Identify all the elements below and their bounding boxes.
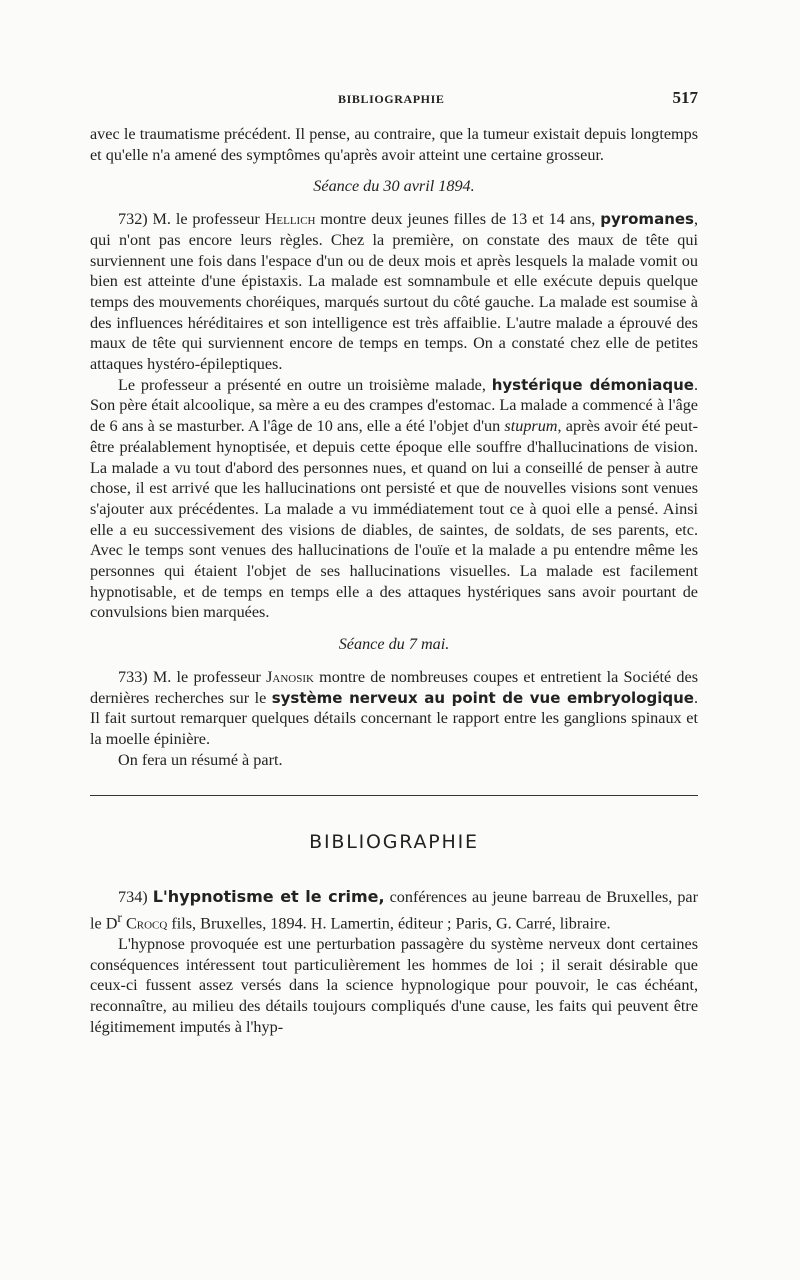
body-text (90, 124, 698, 1037)
session-heading-30-avril: Séance du 30 avril 1894. (313, 177, 475, 196)
section-title: BIBLIOGRAPHIE (309, 831, 479, 854)
book-title: L'hypnotisme et le crime, (152, 887, 385, 907)
paragraph-732-continued: Le professeur a présenté en outre un troisième malade, hystérique démoniaque. Son père était alcoolique, sa mère a eu des crampes d'estomac. La malade a commencé à l'âge de 6 ans à se masturber. A l'âge de 10 ans, elle a été l'objet d'un stuprum, après avoir été peut-être préalablement hynoptisée, et depuis cette époque elle souffre d'hallucinations de vision. La malade a vu tout d'abord des personnes nues, et quand on lui a conseillé de penser à autre chose, il est arrivé que les hallucinations ont persisté et que de nouvelles visions sont venues s'ajouter aux précédentes. La malade a vu immédiatement tout ce à quoi elle a pensé. Ainsi elle a eu successivement des visions de diables, de saintes, de soldats, de ses parents, etc. Avec le temps sont venues des hallucinations de l'ouïe et la malade a pu entendre même les personnes qui étaient l'objet de ses hallucinations visuelles. La malade est facilement hypnotisable, et de temps en temps elle a des attaques hystériques sans avoir pourtant de convulsions bien marquées. (90, 375, 699, 622)
entry-number: 733) (118, 667, 148, 686)
keyword: système nerveux au point de vue embryologique (271, 688, 694, 707)
entry-734: 734) L'hypnotisme et le crime, conférences au jeune barreau de Bruxelles, par le $D^r$ Crocq fils, Bruxelles, 1894. H. Lamertin, éditeur ; Paris, G. Carré, libraire. (90, 887, 698, 933)
paragraph-continuation: avec le traumatisme précédent. Il pense, au contraire, que la tumeur existait depuis longtemps et qu'elle n'a amené des symptômes qu'après avoir atteint une certaine grosseur. (90, 125, 698, 164)
running-title: BIBLIOGRAPHIE (338, 92, 445, 106)
entry-733: 733) M. le professeur Janosik montre de nombreuses coupes et entretient la Société des dernières recherches sur le système nerveux au point de vue embryologique. Il fait surtout remarquer quelques détails concernant le rapport entre les ganglions spinaux et la moelle épinière. (90, 667, 698, 748)
paragraph-733-note: On fera un résumé à part. (118, 750, 283, 769)
review-paragraph: L'hypnose provoquée est une perturbation passagère du système nerveux dont certaines conséquences intéressent tout particulièrement les hommes de loi ; il serait désirable que ceux-ci fussent assez versés dans la science hypnologique pour pouvoir, le cas échéant, reconnaître, au milieu des détails toujours compliqués d'une cause, les faits qui peuvent être légitimement imputés à l'hyp- (90, 934, 698, 1036)
author-name: Janosik (266, 667, 314, 686)
keyword: pyromanes (600, 210, 694, 229)
italic-term: stuprum (504, 417, 558, 436)
session-heading-7-mai: Séance du 7 mai. (338, 635, 450, 654)
author-name: Hellich (264, 210, 316, 229)
entry-number: 734) (118, 888, 148, 907)
entry-732: 732) M. le professeur Hellich montre deux jeunes filles de 13 et 14 ans, pyromanes, qui n'ont pas encore leurs règles. Chez la première, on constate des maux de tête qui surviennent une fois dans l'espace d'un ou de deux mois et après lesquels la malade vomit ou bien est atteinte d'une épistaxis. La malade est somnambule et elle exécute depuis quelque temps des mouvements choréiques, marqués surtout du côté gauche. La malade est soumise à des influences héréditaires et son intelligence est très affaiblie. L'autre malade a éprouvé des maux de tête qui surviennent encore de temps en temps. On a constaté chez elle de petites attaques hystéro-épileptiques. (90, 210, 699, 374)
entry-number: 732) (118, 210, 148, 229)
keyword: hystérique démoniaque (491, 375, 694, 394)
page-number: 517 (672, 88, 698, 107)
section-divider (90, 795, 698, 796)
author-name: Crocq (125, 914, 168, 933)
running-head (88, 88, 698, 112)
